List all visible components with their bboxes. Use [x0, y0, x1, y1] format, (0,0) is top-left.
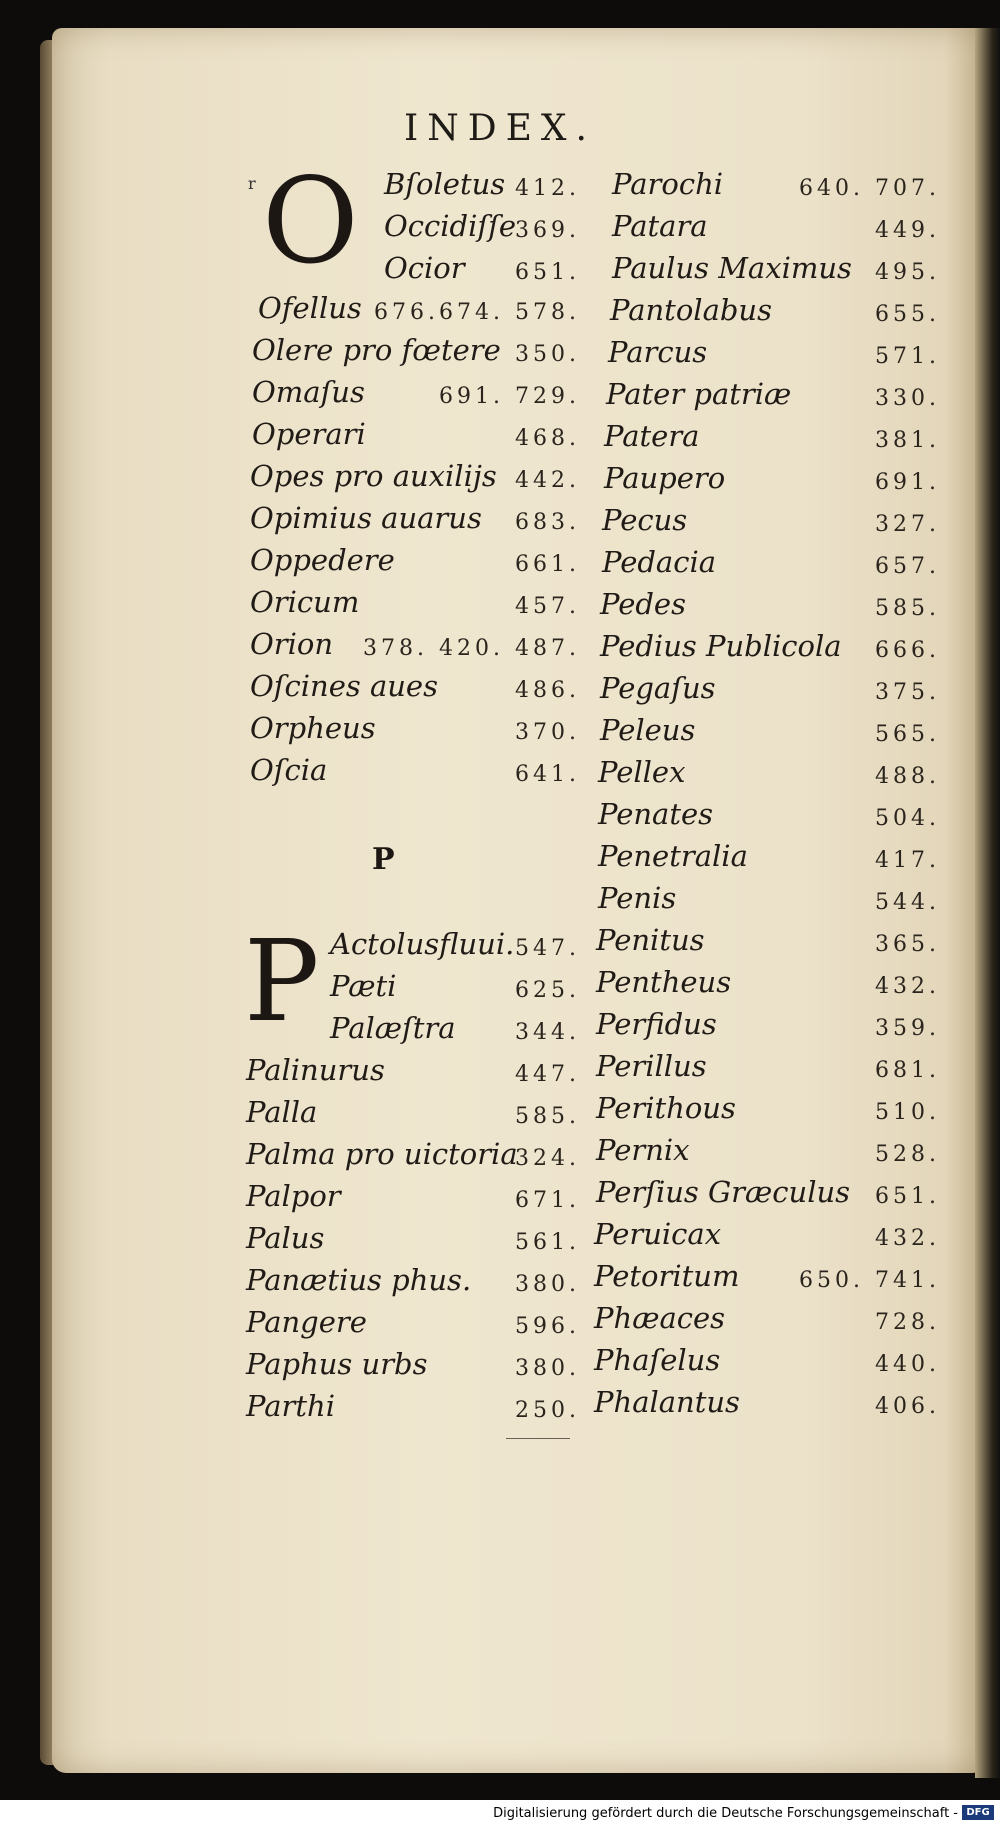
right-entry-term: Phaſelus	[594, 1343, 721, 1377]
right-entry-term: Perillus	[596, 1049, 707, 1083]
right-entry-pages: 571.	[875, 344, 940, 369]
right-entry-pages: 406.	[875, 1394, 940, 1419]
right-entry-pages: 728.	[875, 1310, 940, 1335]
left-entry-term: Parthi	[246, 1389, 335, 1423]
right-entry-term: Perfidus	[596, 1007, 717, 1041]
left-entry-pages: 625.	[515, 978, 580, 1003]
right-entry-term: Peleus	[600, 713, 696, 747]
right-entry-pages: 375.	[875, 680, 940, 705]
left-entry-pages: 651.	[515, 260, 580, 285]
right-entry-term: Perithous	[596, 1091, 736, 1125]
right-entry-pages: 640. 707.	[799, 176, 940, 201]
right-entry-pages: 691.	[875, 470, 940, 495]
left-entry-pages: 380.	[515, 1272, 580, 1297]
right-entry-term: Pellex	[598, 755, 686, 789]
right-entry-pages: 565.	[875, 722, 940, 747]
left-entry-term: Occidiſſe	[384, 209, 517, 243]
right-entry-pages: 544.	[875, 890, 940, 915]
dfg-logo: DFG	[962, 1805, 994, 1820]
right-entry-term: Penitus	[596, 923, 705, 957]
left-entry-term: Ofellus	[258, 291, 362, 325]
right-entry-term: Pedes	[600, 587, 686, 621]
left-entry-pages: 671.	[515, 1188, 580, 1213]
footer-credit: Digitalisierung gefördert durch die Deutsche Forschungsgemeinschaft -	[493, 1806, 958, 1821]
left-entry-pages: 380.	[515, 1356, 580, 1381]
left-entry-pages: 585.	[515, 1104, 580, 1129]
right-entry-term: Pegaſus	[600, 671, 716, 705]
left-entry-pages: 641.	[515, 762, 580, 787]
right-entry-pages: 417.	[875, 848, 940, 873]
right-entry-term: Perſius Græculus	[596, 1175, 851, 1209]
right-entry-pages: 495.	[875, 260, 940, 285]
left-entry-pages: 661.	[515, 552, 580, 577]
left-entry-pages: 547.	[515, 936, 580, 961]
right-entry-pages: 365.	[875, 932, 940, 957]
left-entry-pages: 324.	[515, 1146, 580, 1171]
right-entry-term: Penates	[598, 797, 714, 831]
left-entry-pages: 344.	[515, 1020, 580, 1045]
right-entry-pages: 440.	[875, 1352, 940, 1377]
right-entry-term: Parcus	[608, 335, 708, 369]
right-entry-term: Peruicax	[594, 1217, 722, 1251]
left-entry-term: Palla	[246, 1095, 318, 1129]
left-entry-term: Orion	[250, 627, 334, 661]
left-entry-term: Olere pro fœtere	[252, 333, 501, 367]
left-entry-pages: 468.	[515, 426, 580, 451]
left-entry-pages: 370.	[515, 720, 580, 745]
left-entry-pages: 691. 729.	[439, 384, 580, 409]
right-entry-pages: 650. 741.	[799, 1268, 940, 1293]
right-entry-term: Pater patriæ	[606, 377, 792, 411]
left-entry-term: Palma pro uictoria	[246, 1137, 518, 1171]
right-entry-pages: 330.	[875, 386, 940, 411]
marginal-mark: r	[248, 174, 256, 193]
dropcap-o: O	[262, 152, 359, 290]
right-entry-term: Pernix	[596, 1133, 690, 1167]
page-end-rule	[506, 1438, 570, 1439]
left-entry-term: Palpor	[246, 1179, 341, 1213]
right-entry-pages: 651.	[875, 1184, 940, 1209]
left-entry-term: Omaſus	[252, 375, 365, 409]
left-entry-term: Panætius phus.	[246, 1263, 472, 1297]
right-entry-term: Patara	[612, 209, 708, 243]
right-entry-term: Parochi	[612, 167, 724, 201]
left-entry-term: Orpheus	[250, 711, 376, 745]
right-entry-term: Penis	[598, 881, 677, 915]
right-entry-pages: 504.	[875, 806, 940, 831]
right-entry-pages: 432.	[875, 1226, 940, 1251]
right-entry-term: Pantolabus	[610, 293, 772, 327]
left-entry-pages: 596.	[515, 1314, 580, 1339]
page-header: INDEX.	[404, 108, 596, 149]
left-entry-term: Oſcia	[250, 753, 328, 787]
left-entry-pages: 486.	[515, 678, 580, 703]
left-entry-term: Oppedere	[250, 543, 395, 577]
left-entry-term: Palus	[246, 1221, 325, 1255]
right-entry-term: Pecus	[602, 503, 688, 537]
left-entry-pages: 250.	[515, 1398, 580, 1423]
right-entry-pages: 432.	[875, 974, 940, 999]
left-entry-term: Operari	[252, 417, 366, 451]
right-entry-pages: 488.	[875, 764, 940, 789]
right-entry-pages: 655.	[875, 302, 940, 327]
right-entry-term: Phæaces	[594, 1301, 726, 1335]
left-entry-pages: 369.	[515, 218, 580, 243]
left-entry-term: Oſcines aues	[250, 669, 438, 703]
left-entry-pages: 350.	[515, 342, 580, 367]
right-entry-pages: 327.	[875, 512, 940, 537]
left-entry-term: Actolusfluui.	[330, 927, 515, 961]
left-entry-term: Bſoletus	[384, 167, 506, 201]
right-entry-pages: 666.	[875, 638, 940, 663]
left-entry-pages: 457.	[515, 594, 580, 619]
left-entry-term: Oricum	[250, 585, 360, 619]
left-entry-pages: 378. 420. 487.	[363, 636, 580, 661]
right-entry-term: Paulus Maximus	[612, 251, 852, 285]
left-entry-pages: 683.	[515, 510, 580, 535]
left-entry-term: Opes pro auxilijs	[250, 459, 497, 493]
right-entry-pages: 510.	[875, 1100, 940, 1125]
right-entry-term: Patera	[604, 419, 700, 453]
right-entry-term: Paupero	[604, 461, 726, 495]
right-entry-term: Pedius Publicola	[600, 629, 842, 663]
left-entry-pages: 442.	[515, 468, 580, 493]
left-entry-term: Ocior	[384, 251, 465, 285]
left-entry-pages: 447.	[515, 1062, 580, 1087]
right-entry-pages: 585.	[875, 596, 940, 621]
dropcap-p: P	[244, 917, 320, 1047]
right-entry-term: Phalantus	[594, 1385, 740, 1419]
left-entry-term: Palinurus	[246, 1053, 385, 1087]
right-entry-pages: 359.	[875, 1016, 940, 1041]
right-entry-term: Penetralia	[598, 839, 748, 873]
right-entry-term: Petoritum	[594, 1259, 740, 1293]
right-entry-term: Pedacia	[602, 545, 717, 579]
left-entry-term: Pæti	[330, 969, 397, 1003]
section-letter-p: P	[372, 842, 395, 877]
left-entry-pages: 561.	[515, 1230, 580, 1255]
left-entry-term: Pangere	[246, 1305, 367, 1339]
right-entry-pages: 657.	[875, 554, 940, 579]
right-entry-pages: 449.	[875, 218, 940, 243]
left-entry-pages: 676.674. 578.	[374, 300, 580, 325]
left-entry-pages: 412.	[515, 176, 580, 201]
right-entry-pages: 381.	[875, 428, 940, 453]
right-entry-pages: 528.	[875, 1142, 940, 1167]
left-entry-term: Paphus urbs	[246, 1347, 428, 1381]
left-entry-term: Opimius auarus	[250, 501, 482, 535]
right-entry-term: Pentheus	[596, 965, 732, 999]
right-entry-pages: 681.	[875, 1058, 940, 1083]
left-entry-term: Palæſtra	[330, 1011, 456, 1045]
